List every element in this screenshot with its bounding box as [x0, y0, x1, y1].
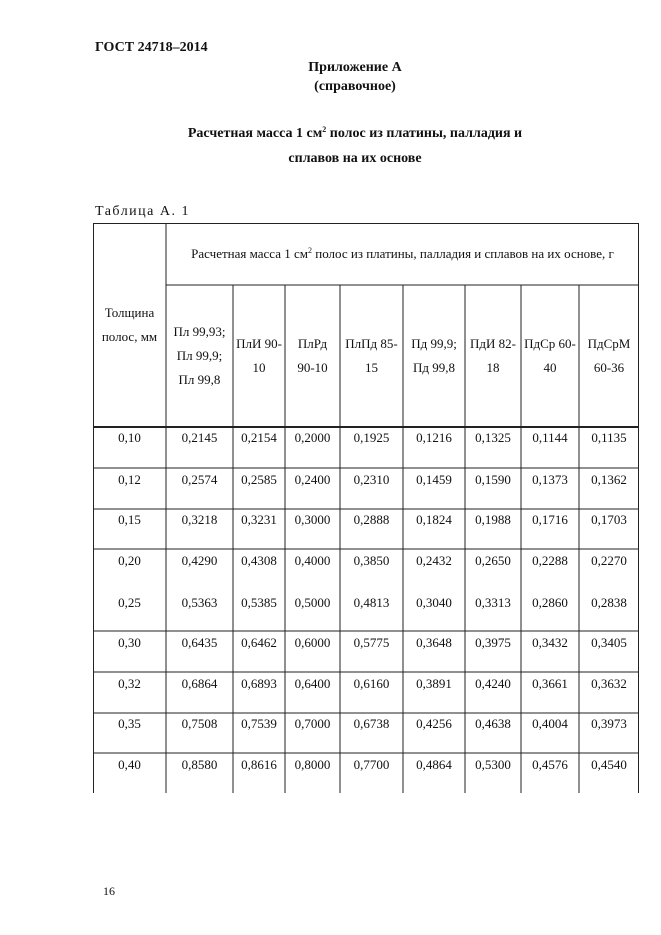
mass-cell: 0,1362	[591, 472, 627, 487]
mass-cell: 0,2288	[532, 553, 568, 568]
document-code: ГОСТ 24718–2014	[95, 40, 208, 55]
heading-text-post: полос из платины, палладия и	[326, 126, 523, 141]
mass-cell: 0,3648	[416, 635, 452, 650]
column-header: ПлИ 90-10	[236, 336, 282, 375]
table-heading-line1	[0, 126, 661, 142]
mass-cell: 0,1216	[416, 430, 452, 445]
mass-cell: 0,6893	[241, 676, 277, 691]
column-header: Пд 99,9; Пд 99,8	[411, 336, 457, 375]
mass-cell: 0,4540	[591, 757, 627, 772]
column-header: Пл 99,93; Пл 99,9; Пл 99,8	[173, 324, 226, 387]
mass-cell: 0,4240	[475, 676, 511, 691]
thickness-cell: 0,12	[118, 472, 141, 487]
mass-cell: 0,4004	[532, 716, 568, 731]
mass-cell: 0,2888	[353, 512, 390, 527]
mass-table	[93, 223, 639, 793]
table-caption: Таблица А. 1	[95, 204, 190, 219]
mass-cell: 0,4290	[181, 553, 218, 568]
appendix-title: Приложение А	[308, 60, 402, 75]
group-header-pre: Расчетная масса 1 см	[191, 246, 308, 261]
mass-cell: 0,1325	[475, 430, 511, 445]
appendix-subtitle: (справочное)	[314, 79, 396, 94]
column-header: ПдСр 60-40	[524, 336, 576, 375]
mass-cell: 0,3661	[532, 676, 568, 691]
heading-superscript: 2	[322, 125, 327, 134]
mass-cell: 0,6160	[353, 676, 390, 691]
thickness-cell: 0,35	[118, 716, 141, 731]
group-header-post: полос из платины, палладия и сплавов на их основе, г	[312, 246, 614, 261]
mass-cell: 0,6738	[353, 716, 390, 731]
thickness-header: Толщина полос, мм	[101, 305, 158, 344]
thickness-cell: 0,30	[118, 635, 141, 650]
mass-cell: 0,2310	[353, 472, 390, 487]
thickness-cell: 0,10	[118, 430, 141, 445]
column-header: ПлПд 85-15	[345, 336, 398, 375]
page-number: 16	[103, 884, 115, 898]
mass-cell: 0,6864	[181, 676, 218, 691]
mass-cell: 0,7000	[294, 716, 331, 731]
mass-cell: 0,3973	[591, 716, 627, 731]
mass-cell: 0,4308	[241, 553, 277, 568]
mass-cell: 0,7539	[241, 716, 277, 731]
mass-cell: 0,3040	[416, 595, 452, 610]
mass-cell: 0,4000	[294, 553, 331, 568]
mass-cell: 0,1135	[591, 430, 627, 445]
mass-cell: 0,6435	[181, 635, 218, 650]
thickness-cell: 0,40	[118, 757, 141, 772]
group-header	[172, 223, 633, 285]
mass-cell: 0,6000	[294, 635, 331, 650]
mass-cell: 0,2650	[475, 553, 511, 568]
mass-cell: 0,2270	[591, 553, 627, 568]
mass-cell: 0,2838	[591, 595, 627, 610]
mass-cell: 0,4638	[475, 716, 511, 731]
mass-cell: 0,5775	[353, 635, 390, 650]
thickness-cell: 0,20	[118, 553, 141, 568]
mass-cell: 0,3850	[353, 553, 390, 568]
mass-cell: 0,1988	[475, 512, 511, 527]
mass-cell: 0,2860	[532, 595, 568, 610]
mass-cell: 0,1925	[353, 430, 390, 445]
mass-cell: 0,1703	[591, 512, 627, 527]
mass-cell: 0,2585	[241, 472, 277, 487]
mass-cell: 0,4864	[416, 757, 452, 772]
mass-cell: 0,1716	[532, 512, 568, 527]
mass-cell: 0,8616	[241, 757, 277, 772]
mass-cell: 0,3891	[416, 676, 452, 691]
mass-cell: 0,1824	[416, 512, 452, 527]
mass-cell: 0,3432	[532, 635, 568, 650]
mass-cell: 0,1373	[532, 472, 568, 487]
group-header-superscript: 2	[308, 246, 312, 255]
mass-cell: 0,2000	[294, 430, 331, 445]
thickness-cell: 0,25	[118, 595, 141, 610]
mass-cell: 0,3000	[294, 512, 331, 527]
mass-cell: 0,2574	[181, 472, 218, 487]
mass-cell: 0,2432	[416, 553, 452, 568]
mass-cell: 0,4576	[532, 757, 568, 772]
mass-cell: 0,7508	[181, 716, 218, 731]
mass-cell: 0,3231	[241, 512, 277, 527]
column-header: ПдСрМ 60-36	[587, 336, 631, 375]
mass-cell: 0,4813	[353, 595, 390, 610]
mass-cell: 0,6462	[241, 635, 277, 650]
mass-cell: 0,6400	[294, 676, 331, 691]
mass-cell: 0,5385	[241, 595, 277, 610]
mass-cell: 0,8000	[294, 757, 331, 772]
mass-cell: 0,1144	[532, 430, 568, 445]
mass-cell: 0,2400	[294, 472, 331, 487]
thickness-cell: 0,32	[118, 676, 141, 691]
column-header: ПлРд 90-10	[297, 336, 328, 375]
mass-cell: 0,2145	[181, 430, 218, 445]
mass-cell: 0,3405	[591, 635, 627, 650]
mass-cell: 0,8580	[181, 757, 218, 772]
thickness-cell: 0,15	[118, 512, 141, 527]
mass-cell: 0,5300	[475, 757, 511, 772]
mass-cell: 0,3632	[591, 676, 627, 691]
mass-cell: 0,2154	[241, 430, 277, 445]
mass-cell: 0,3313	[475, 595, 511, 610]
mass-cell: 0,3218	[181, 512, 218, 527]
column-header: ПдИ 82-18	[470, 336, 516, 375]
mass-cell: 0,7700	[353, 757, 390, 772]
mass-cell: 0,5000	[294, 595, 331, 610]
table-heading-line2: сплавов на их основе	[288, 151, 422, 166]
mass-cell: 0,4256	[416, 716, 452, 731]
mass-cell: 0,5363	[181, 595, 218, 610]
mass-cell: 0,1459	[416, 472, 452, 487]
heading-text-pre: Расчетная масса 1 см	[187, 126, 323, 141]
mass-cell: 0,3975	[475, 635, 511, 650]
mass-cell: 0,1590	[475, 472, 511, 487]
